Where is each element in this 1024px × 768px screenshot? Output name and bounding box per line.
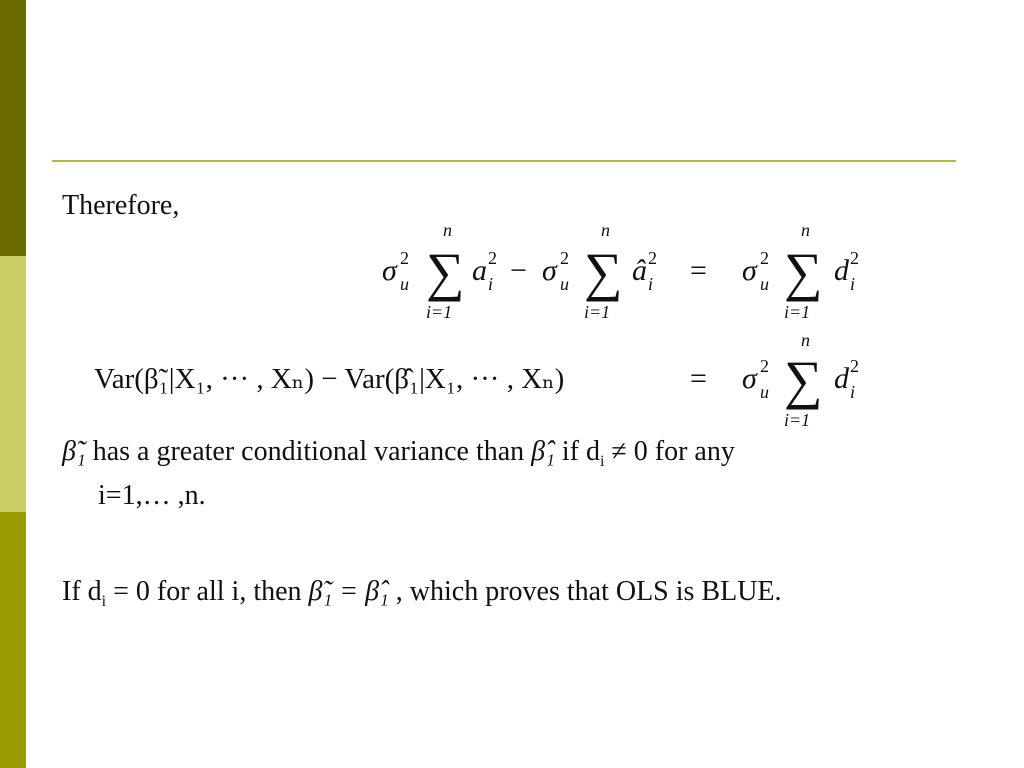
minus-sign: −	[510, 254, 527, 287]
sub-u-3: u	[760, 274, 769, 294]
sup-2b: 2	[488, 248, 497, 268]
sup-2g: 2	[760, 356, 769, 376]
statement-continuation: i=1,… ,n.	[98, 480, 206, 511]
beta-tilde-symbol: β̃₁	[62, 436, 86, 467]
statement-text-a: has a greater conditional variance than	[92, 436, 525, 467]
accent-bar-top	[0, 0, 26, 256]
subscript-i: i	[599, 453, 605, 470]
accent-bar-bottom	[0, 512, 26, 768]
sum-bottom: i=1	[426, 302, 453, 322]
sup-2e: 2	[760, 248, 769, 268]
statement-text-b: if d	[561, 436, 600, 467]
sup-2f: 2	[850, 248, 859, 268]
a-symbol: a	[472, 254, 487, 287]
sub-i: i	[488, 274, 494, 294]
equals-sign: =	[690, 254, 707, 287]
sup-2: 2	[400, 248, 409, 268]
sub-i-4: i	[850, 382, 856, 402]
variance-difference-lhs: Var(β̃₁|X₁, ··· , Xₙ) − Var(β̂₁|X₁, ··· , Xₙ)	[94, 363, 565, 395]
sum-symbol: ∑	[426, 242, 465, 302]
sum-top-4: n	[801, 332, 810, 350]
blue-conclusion	[62, 576, 782, 618]
sum-top-3: n	[801, 220, 810, 240]
accent-bar-middle	[0, 256, 26, 512]
sum-symbol-3: ∑	[784, 242, 823, 302]
sub-u-4: u	[760, 382, 769, 402]
intro-text: Therefore,	[62, 190, 180, 221]
sum-bottom-3: i=1	[784, 302, 811, 322]
sigma-symbol-3: σ	[742, 254, 757, 287]
sum-symbol-2: ∑	[584, 242, 623, 302]
sup-2c: 2	[560, 248, 569, 268]
sup-2h: 2	[850, 356, 859, 376]
sub-u: u	[400, 274, 409, 294]
equals-sign-2: =	[690, 362, 707, 395]
beta-hat-symbol: β̂₁	[531, 436, 555, 467]
sup-2d: 2	[648, 248, 657, 268]
statement-text-c: ≠ 0 for any	[611, 436, 735, 467]
beta-equality: β̃₁ = β̂₁	[308, 576, 389, 607]
sub-i-3: i	[850, 274, 856, 294]
sigma-symbol: σ	[382, 254, 397, 287]
sub-u-2: u	[560, 274, 569, 294]
sub-i-2: i	[648, 274, 654, 294]
sum-bottom-4: i=1	[784, 410, 811, 430]
d-symbol-2: d	[834, 362, 849, 395]
conclusion-text-a: If d	[62, 576, 102, 607]
title-divider	[52, 160, 956, 162]
sigma-symbol-2: σ	[542, 254, 557, 287]
sum-top-2: n	[601, 220, 610, 240]
ahat-symbol: â	[632, 254, 647, 287]
sigma-symbol-4: σ	[742, 362, 757, 395]
equation-variance-difference	[92, 332, 892, 432]
d-symbol: d	[834, 254, 849, 287]
sum-top: n	[443, 220, 452, 240]
conditional-variance-statement	[62, 436, 735, 478]
equation-sum-identity	[370, 218, 890, 328]
conclusion-text-b: = 0 for all i, then	[113, 576, 302, 607]
conclusion-text-c: , which proves that OLS is BLUE.	[395, 576, 782, 607]
subscript-i-2: i	[101, 593, 107, 610]
sum-bottom-2: i=1	[584, 302, 611, 322]
sum-symbol-4: ∑	[784, 350, 823, 410]
